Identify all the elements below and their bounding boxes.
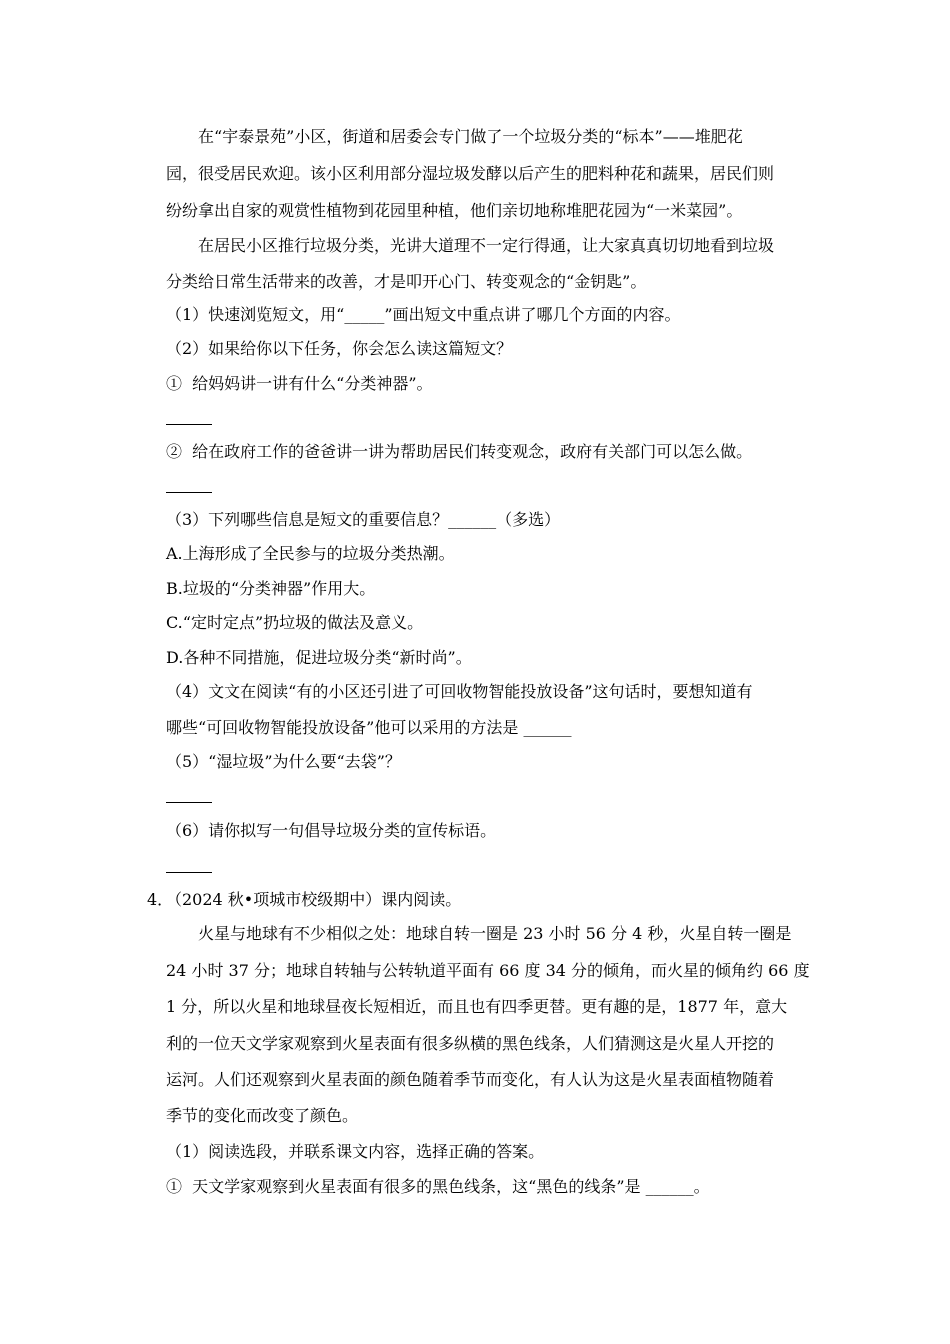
question-4-line-1: （4）文文在阅读“有的小区还引进了可回收物智能投放设备”这句话时，要想知道有 — [166, 682, 753, 701]
question-1: （1）快速浏览短文，用“_____”画出短文中重点讲了哪几个方面的内容。 — [166, 305, 681, 324]
question-5: （5）“湿垃圾”为什么要“去袋”？ — [166, 752, 401, 771]
option-c: C.“定时定点”扔垃圾的做法及意义。 — [166, 613, 424, 632]
passage-paragraph-1-line-1: 在“宇泰景苑”小区，街道和居委会专门做了一个垃圾分类的“标本”——堆肥花 — [198, 127, 743, 146]
answer-blank — [166, 802, 212, 803]
answer-blank — [166, 872, 212, 873]
passage-paragraph-2-line-1: 在居民小区推行垃圾分类，光讲大道理不一定行得通，让大家真真切切地看到垃圾 — [198, 236, 775, 255]
option-b: B.垃圾的“分类神器”作用大。 — [166, 579, 376, 598]
mars-passage-line-1: 火星与地球有不少相似之处：地球自转一圈是 23 小时 56 分 4 秒，火星自转一圈是 — [198, 924, 792, 943]
mars-passage-line-5: 运河。人们还观察到火星表面的颜色随着季节而变化，有人认为这是火星表面植物随着 — [166, 1070, 775, 1089]
question-6: （6）请你拟写一句倡导垃圾分类的宣传标语。 — [166, 821, 497, 840]
passage-paragraph-1-line-3: 纷纷拿出自家的观赏性植物到花园里种植，他们亲切地称堆肥花园为“一米菜园”。 — [166, 201, 743, 220]
mars-passage-line-2: 24 小时 37 分；地球自转轴与公转轨道平面有 66 度 34 分的倾角，而火星的倾角约 66 度 — [166, 961, 810, 980]
question-2-task-b: ② 给在政府工作的爸爸讲一讲为帮助居民们转变观念，政府有关部门可以怎么做。 — [166, 442, 753, 461]
mars-passage-line-6: 季节的变化而改变了颜色。 — [166, 1106, 359, 1125]
mars-passage-line-4: 利的一位天文学家观察到火星表面有很多纵横的黑色线条，人们猜测这是火星人开挖的 — [166, 1034, 775, 1053]
passage-paragraph-1-line-2: 园，很受居民欢迎。该小区利用部分湿垃圾发酵以后产生的肥料种花和蔬果，居民们则 — [166, 164, 775, 183]
passage-paragraph-2-line-2: 分类给日常生活带来的改善，才是叩开心门、转变观念的“金钥匙”。 — [166, 272, 647, 291]
answer-blank — [166, 424, 212, 425]
question-2: （2）如果给你以下任务，你会怎么读这篇短文？ — [166, 339, 513, 358]
mars-passage-line-3: 1 分，所以火星和地球昼夜长短相近，而且也有四季更替。更有趣的是，1877 年，意大 — [166, 997, 788, 1016]
question-3: （3）下列哪些信息是短文的重要信息？______（多选） — [166, 510, 561, 529]
mars-question-1: （1）阅读选段，并联系课文内容，选择正确的答案。 — [166, 1142, 545, 1161]
question-2-task-a: ① 给妈妈讲一讲有什么“分类神器”。 — [166, 374, 433, 393]
option-d: D.各种不同措施，促进垃圾分类“新时尚”。 — [166, 648, 472, 667]
question-4-line-2: 哪些“可回收物智能投放设备”他可以采用的方法是 ______ — [166, 718, 572, 737]
mars-question-1-item-a: ① 天文学家观察到火星表面有很多的黑色线条，这“黑色的线条”是 ______。 — [166, 1177, 710, 1196]
option-a: A.上海形成了全民参与的垃圾分类热潮。 — [166, 544, 455, 563]
question-number: 4． — [147, 890, 174, 909]
question-4-header: （2024 秋•项城市校级期中）课内阅读。 — [166, 890, 462, 909]
answer-blank — [166, 492, 212, 493]
